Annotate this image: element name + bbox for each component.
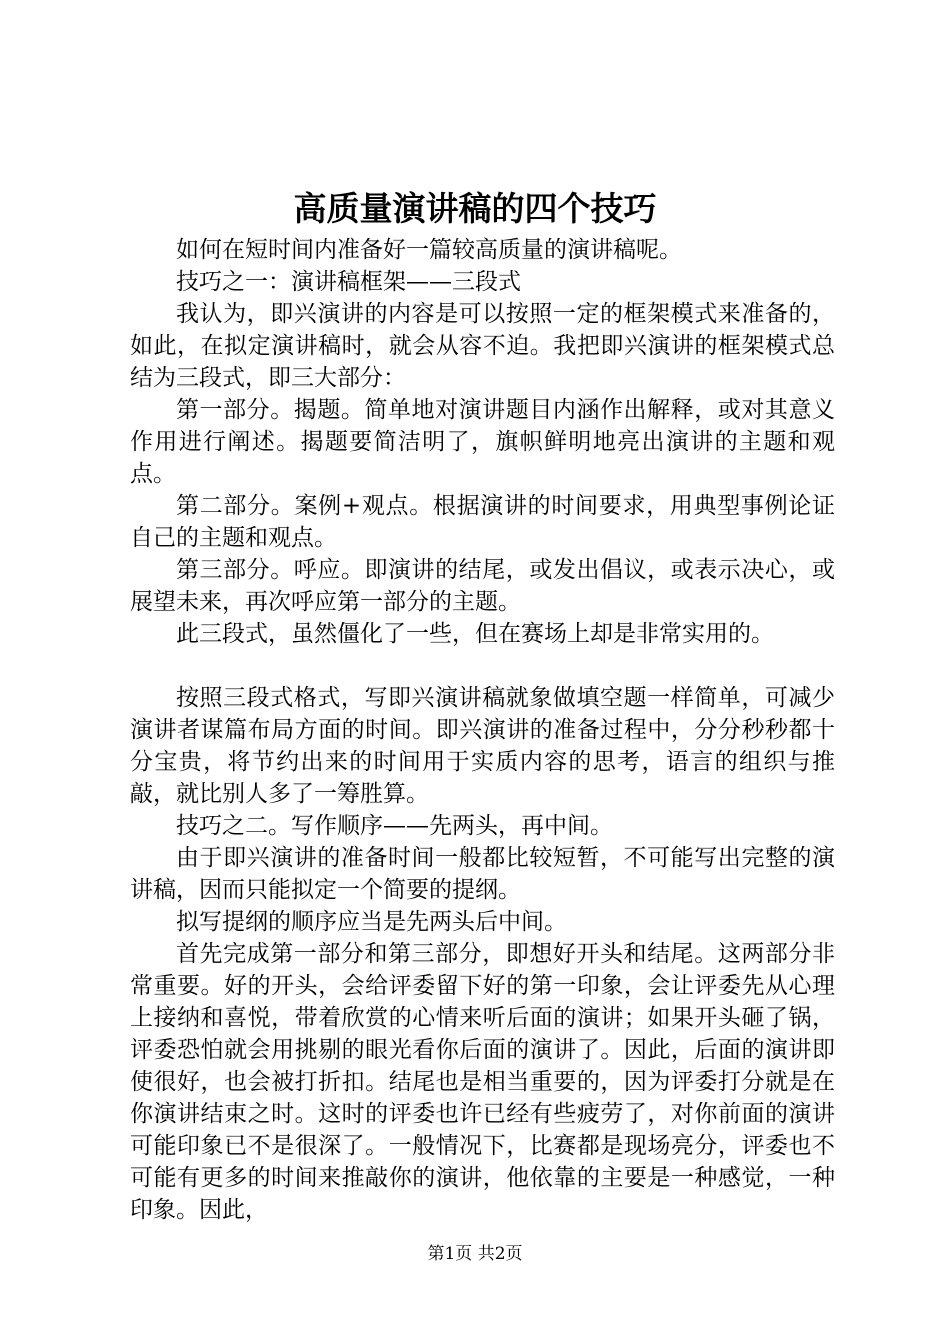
page-footer: 第1页 共2页 xyxy=(427,1244,523,1264)
paragraph: 第三部分。呼应。即演讲的结尾，或发出倡议，或表示决心，或展望未来，再次呼应第一部分的主题。 xyxy=(130,557,835,615)
paragraph: 第一部分。揭题。简单地对演讲题目内涵作出解释，或对其意义作用进行阐述。揭题要简洁明了，旗帜鲜明地亮出演讲的主题和观点。 xyxy=(130,397,835,487)
paragraph: 按照三段式格式，写即兴演讲稿就象做填空题一样简单，可减少演讲者谋篇布局方面的时间。即兴演讲的准备过程中，分分秒秒都十分宝贵，将节约出来的时间用于实质内容的思考，语言的组织与推敲，就比别人多了一筹胜算。 xyxy=(130,685,835,807)
section-heading: 技巧之一：演讲稿框架——三段式 xyxy=(176,269,521,295)
blank-line xyxy=(130,650,835,682)
paragraph: 首先完成第一部分和第三部分，即想好开头和结尾。这两部分非常重要。好的开头，会给评委留下好的第一印象，会让评委先从心理上接纳和喜悦，带着欣赏的心情来听后面的演讲；如果开头砸了锅，评委恐怕就会用挑剔的眼光看你后面的演讲了。因此，后面的演讲即使很好，也会被打折扣。结尾也是相当重要的，因为评委打分就是在你演讲结束之时。这时的评委也许已经有些疲劳了，对你前面的演讲可能印象已不是很深了。一般情况下，比赛都是现场亮分，评委也不可能有更多的时间来推敲你的演讲，他依靠的主要是一种感觉，一种印象。因此， xyxy=(130,941,835,1223)
paragraph: 此三段式，虽然僵化了一些，但在赛场上却是非常实用的。 xyxy=(176,621,774,647)
page-title: 高质量演讲稿的四个技巧 xyxy=(293,189,657,228)
paragraph: 由于即兴演讲的准备时间一般都比较短暂，不可能写出完整的演讲稿，因而只能拟定一个简要的提纲。 xyxy=(130,845,835,903)
paragraph: 如何在短时间内准备好一篇较高质量的演讲稿呢。 xyxy=(176,237,682,263)
paragraph: 第二部分。案例+观点。根据演讲的时间要求，用典型事例论证自己的主题和观点。 xyxy=(130,493,835,551)
section-heading: 技巧之二。写作顺序——先两头，再中间。 xyxy=(176,813,613,839)
document-body xyxy=(130,234,835,1226)
paragraph: 拟写提纲的顺序应当是先两头后中间。 xyxy=(176,909,567,935)
paragraph: 我认为，即兴演讲的内容是可以按照一定的框架模式来准备的，如此，在拟定演讲稿时，就会从容不迫。我把即兴演讲的框架模式总结为三段式，即三大部分： xyxy=(130,301,835,391)
